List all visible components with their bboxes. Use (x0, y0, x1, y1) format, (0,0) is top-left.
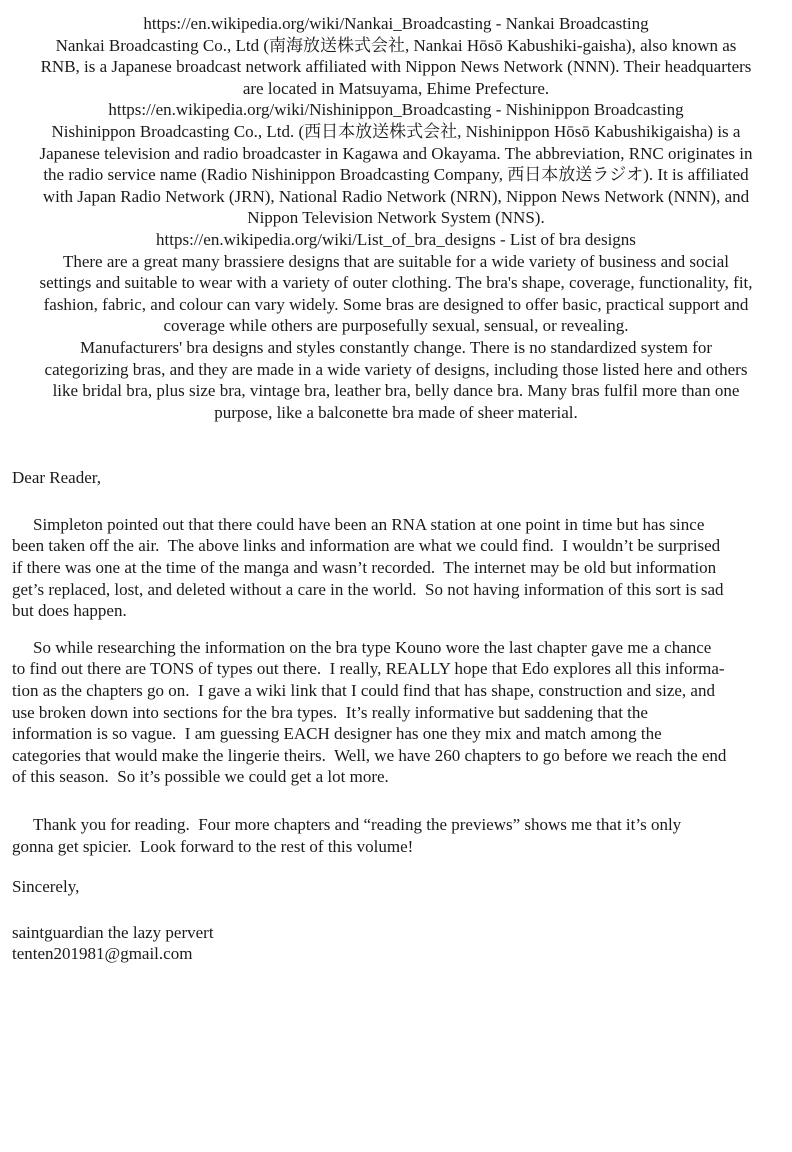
closing: Sincerely, (12, 877, 80, 897)
reference-nankai-broadcasting (12, 13, 780, 99)
reference-url-nishinippon: https://en.wikipedia.org/wiki/Nishinippon_Broadcasting - Nishinippon Broadcasting (108, 100, 684, 120)
signature-block (12, 922, 780, 965)
reference-bra-designs (12, 229, 780, 423)
paragraph-bra-research: So while researching the information on the bra type Kouno wore the last chapter gave me a chance to find out there are TONS of types out there. I really, REALLY hope that Edo explores all this informa- tion as the chapters go on. I gave a wiki link that I could find that has shape, construction and size, and use broken down into sections for the bra types. It’s really informative but saddening that the information is so vague. I am guessing EACH designer has one they mix and match among the categories that would make the lingerie theirs. Well, we have 260 chapters to go before we reach the end of this season. So it’s possible we could get a lot more. (12, 637, 727, 787)
reference-description-nankai: Nankai Broadcasting Co., Ltd (南海放送株式会社, Nankai Hōsō Kabushiki-gaisha), also known as RNB, is a Japanese broadcast network affiliated with Nippon News Network (NNN). Their headquarters are located in Matsuyama, Ehime Prefecture. (40, 35, 752, 98)
reference-description-bra-designs: There are a great many brassiere designs that are suitable for a wide variety of business and social settings and suitable to wear with a variety of outer clothing. The bra's shape, coverage, functionality, fit, fashion, fabric, and colour can vary widely. Some bras are designed to offer basic, practical support and coverage while others are purposefully sexual, sensual, or revealing. Manufacturers' bra designs and styles constantly change. There is no standardized system for categorizing bras, and they are made in a wide variety of designs, including those listed here and others like bridal bra, plus size bra, vintage bra, leather bra, belly dance bra. Many bras fulfil more than one purpose, like a balconette bra made of sheer material. (39, 251, 753, 422)
reference-nishinippon-broadcasting (12, 99, 780, 229)
reference-url-nankai: https://en.wikipedia.org/wiki/Nankai_Broadcasting - Nankai Broadcasting (143, 14, 649, 33)
signature-email: tenten201981@gmail.com (12, 944, 193, 964)
letter-body (12, 467, 780, 965)
salutation: Dear Reader, (12, 468, 101, 488)
reference-description-nishinippon: Nishinippon Broadcasting Co., Ltd. (西日本放送株式会社, Nishinippon Hōsō Kabushikigaisha) is a Japanese television and radio broadcaster in Kagawa and Okayama. The abbreviation, RNC originates in the radio service name (Radio Nishinippon Broadcasting Company, 西日本放送ラジオ). It is affiliated with Japan Radio Network (JRN), National Radio Network (NRN), Nippon News Network (NNN), and Nippon Television Network System (NNS). (39, 121, 753, 228)
reference-url-bra-designs: https://en.wikipedia.org/wiki/List_of_bra_designs - List of bra designs (156, 229, 636, 249)
signature-name: saintguardian the lazy pervert (12, 922, 214, 942)
paragraph-rna-station: Simpleton pointed out that there could have been an RNA station at one point in time but has since been taken off the air. The above links and information are what we could find. I wouldn’t be surprised if there was one at the time of the manga and wasn’t recorded. The internet may be old but information get’s replaced, lost, and deleted without a care in the world. So not having information of this sort is sad but does happen. (12, 514, 724, 621)
paragraph-thank-you: Thank you for reading. Four more chapters and “reading the previews” shows me that it’s only gonna get spicier. Look forward to the rest of this volume! (12, 815, 682, 856)
wiki-references (12, 13, 780, 423)
